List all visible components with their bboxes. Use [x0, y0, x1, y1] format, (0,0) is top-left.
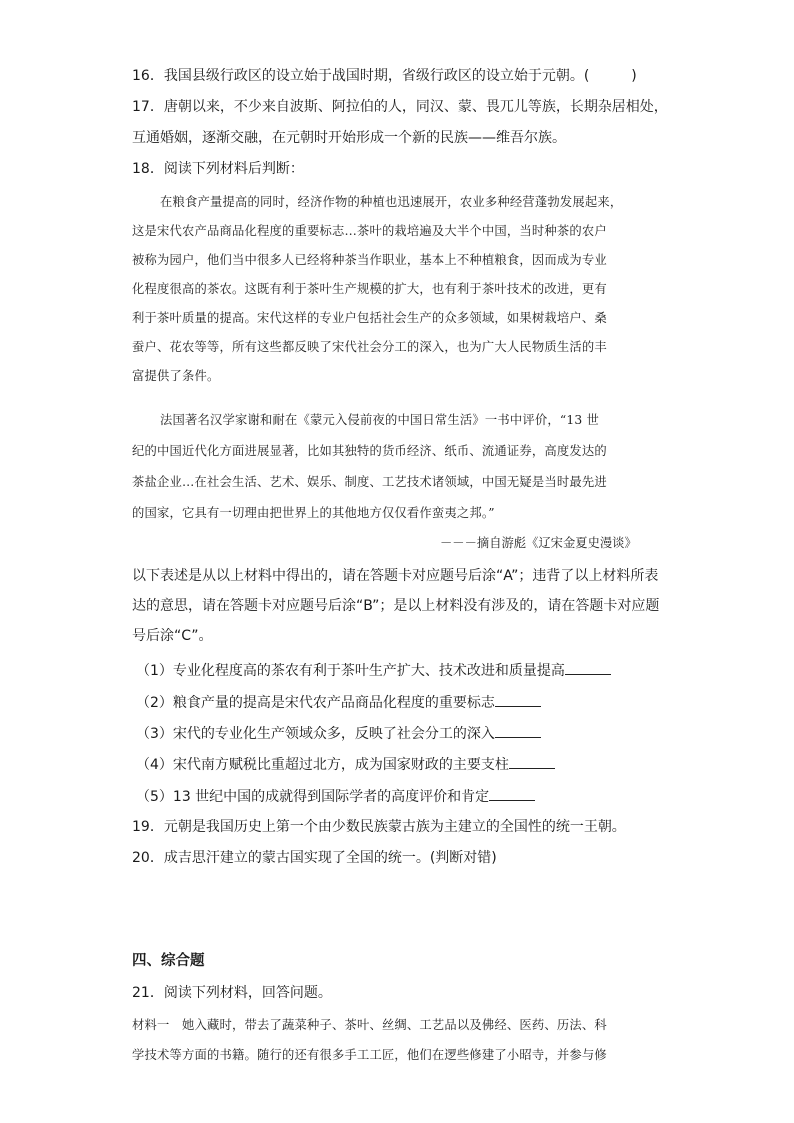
- material-p1-line: 利于茶叶质量的提高。宋代这样的专业户包括社会生产的众多领域，如果树栽培户、桑: [132, 311, 607, 325]
- material-p2-line: 的国家，它具有一切理由把世界上的其他地方仅仅看作蛮夷之邦。”: [132, 506, 495, 520]
- answer-blank[interactable]: [495, 723, 541, 738]
- answer-blank[interactable]: [565, 660, 611, 675]
- sub-item-text: （3）宋代的专业化生产领域众多，反映了社会分工的深入: [136, 726, 495, 742]
- sub-item-text: （5）13 世纪中国的成就得到国际学者的高度评价和肯定: [136, 789, 490, 805]
- instruction-line: 号后涂“C”。: [132, 628, 213, 644]
- material-p2-line: 法国著名汉学家谢和耐在《蒙元入侵前夜的中国日常生活》一书中评价，“13 世: [160, 413, 600, 427]
- material-p1-line: 在粮食产量提高的同时，经济作物的种植也迅速展开，农业多种经营蓬勃发展起来，: [160, 195, 623, 209]
- question-16: 16．我国县级行政区的设立始于战国时期，省级行政区的设立始于元朝。( ): [132, 68, 637, 84]
- sub-item-text: （2）粮食产量的提高是宋代农产品商品化程度的重要标志: [136, 695, 495, 711]
- material-p2-line: 茶盐企业…在社会生活、艺术、娱乐、制度、工艺技术诸领域，中国无疑是当时最先进: [132, 475, 607, 489]
- material-source: －－－摘自游彪《辽宋金夏史漫谈》: [440, 536, 637, 550]
- question-18-intro: 18．阅读下列材料后判断：: [132, 161, 304, 177]
- material-p1-line: 这是宋代农产品商品化程度的重要标志…茶叶的栽培遍及大半个中国，当时种茶的农户: [132, 224, 607, 238]
- question-19: 19．元朝是我国历史上第一个由少数民族蒙古族为主建立的全国性的统一王朝。: [132, 819, 626, 835]
- question-17-line-2: 互通婚姻，逐渐交融，在元朝时开始形成一个新的民族——维吾尔族。: [132, 130, 566, 146]
- sub-item-4: [136, 754, 555, 775]
- sub-item-1: [136, 660, 611, 681]
- material-21-line: 学技术等方面的书籍。随行的还有很多手工工匠，他们在逻些修建了小昭寺，并参与修: [132, 1048, 607, 1062]
- question-17-line-1: 17．唐朝以来，不少来自波斯、阿拉伯的人，同汉、蒙、畏兀儿等族，长期杂居相处，: [132, 99, 668, 115]
- material-p1-line: 化程度很高的茶农。这既有利于茶叶生产规模的扩大，也有利于茶叶技术的改进，更有: [132, 282, 607, 296]
- material-21-line: 材料一 她入藏时，带去了蔬菜种子、茶叶、丝绸、工艺品以及佛经、医药、历法、科: [132, 1018, 607, 1032]
- sub-item-text: （1）专业化程度高的茶农有利于茶叶生产扩大、技术改进和质量提高: [136, 663, 565, 679]
- answer-blank[interactable]: [489, 786, 535, 801]
- question-20: 20．成吉思汗建立的蒙古国实现了全国的统一。(判断对错): [132, 850, 497, 866]
- sub-item-5: [136, 786, 535, 807]
- instruction-line: 以下表述是从以上材料中得出的，请在答题卡对应题号后涂“A”；违背了以上材料所表: [132, 568, 659, 584]
- sub-item-3: [136, 723, 541, 744]
- material-p1-line: 蚕户、花农等等，所有这些都反映了宋代社会分工的深入，也为广大人民物质生活的丰: [132, 340, 607, 354]
- answer-blank[interactable]: [495, 692, 541, 707]
- material-p2-line: 纪的中国近代化方面进展显著，比如其独特的货币经济、纸币、流通证券，高度发达的: [132, 444, 607, 458]
- sub-item-text: （4）宋代南方赋税比重超过北方，成为国家财政的主要支柱: [136, 757, 509, 773]
- material-p1-line: 被称为园户，他们当中很多人已经将种茶当作职业，基本上不种植粮食，因而成为专业: [132, 253, 607, 267]
- sub-item-2: [136, 692, 541, 713]
- instruction-line: 达的意思，请在答题卡对应题号后涂“B”；是以上材料没有涉及的，请在答题卡对应题: [132, 598, 660, 614]
- answer-blank[interactable]: [509, 754, 555, 769]
- section-heading: 四、综合题: [132, 953, 205, 969]
- question-21-intro: 21．阅读下列材料，回答问题。: [132, 985, 332, 1001]
- material-p1-line: 富提供了条件。: [132, 369, 220, 383]
